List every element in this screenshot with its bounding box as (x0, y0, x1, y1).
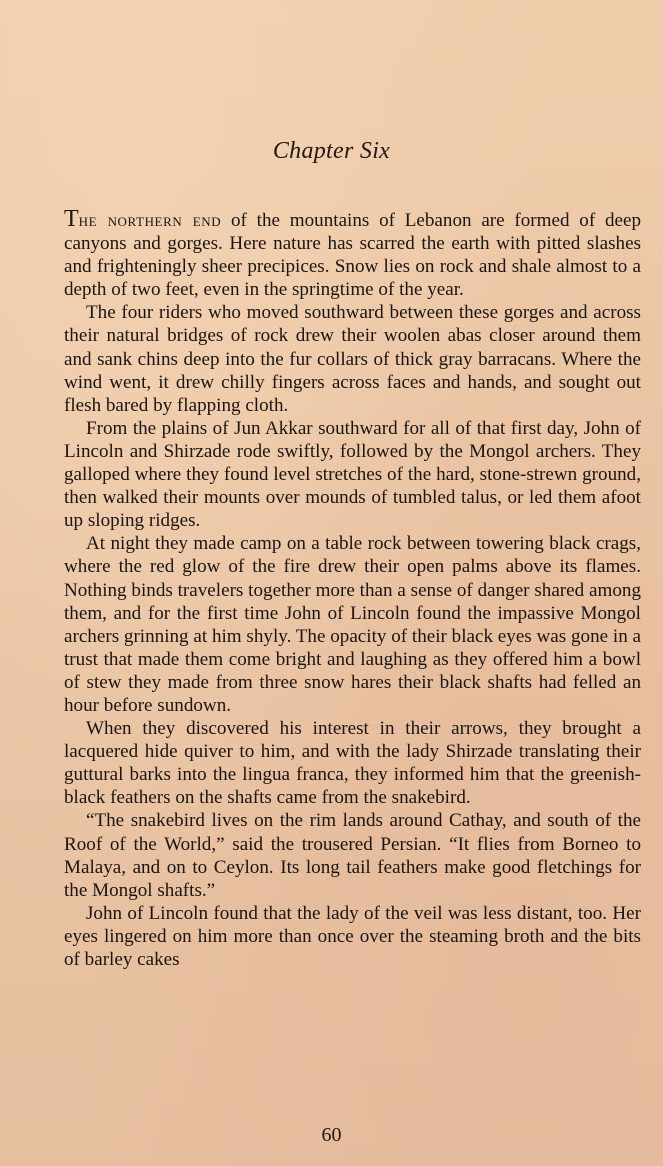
small-caps-lead: he northern end (78, 210, 222, 231)
paragraph: When they discovered his interest in their arrows, they brought a lacquered hide quiver to him, and with the lady Shirzade translating their guttural barks into the lingua franca, they informed him that the greenish-black feathers on the shafts came from the snakebird. (64, 718, 641, 809)
paragraph: “The snakebird lives on the rim lands around Cathay, and south of the Roof of the World,” said the trousered Persian. “It flies from Borneo to Malaya, and on to Ceylon. Its long tail feathers make good fletchings for the Mongol shafts.” (64, 810, 641, 901)
page-number: 60 (321, 1124, 342, 1146)
opening-text: of the mountains of Lebanon are formed of deep canyons and gorges. Here nature has scarred the earth with pitted slashes and frighteningly sheer precipices. Snow lies on rock and shale almost to a depth of two feet, even in the springtime of the year. (64, 210, 641, 301)
paragraph: At night they made camp on a table rock between towering black crags, where the red glow of the fire drew their open palms above its flames. Nothing binds travelers together more than a sense of danger shared among them, and for the first time John of Lincoln found the impassive Mongol archers grinning at him shyly. The opacity of their black eyes was gone in a trust that made them come bright and laughing as they offered him a bowl of stew they made from three snow hares their black shafts had felled an hour before sundown. (64, 533, 641, 716)
opening-paragraph (64, 208, 641, 301)
paragraph: The four riders who moved southward between these gorges and across their natural bridges of rock drew their woolen abas closer around them and sank chins deep into the fur collars of thick gray barracans. Where the wind went, it drew chilly fingers across faces and hands, and sought out flesh bared by flapping cloth. (64, 302, 641, 416)
paragraph: From the plains of Jun Akkar southward for all of that first day, John of Lincoln and Shirzade rode swiftly, followed by the Mongol archers. They galloped where they found level stretches of the hard, stone-strewn ground, then walked their mounts over mounds of tumbled talus, or led them afoot up sloping ridges. (64, 417, 641, 532)
chapter-body (64, 208, 641, 971)
chapter-title: Chapter Six (272, 138, 391, 164)
drop-cap: T (64, 206, 79, 232)
paragraph: John of Lincoln found that the lady of the veil was less distant, too. Her eyes lingered on him more than once over the steaming broth and the bits of barley cakes (64, 902, 641, 970)
